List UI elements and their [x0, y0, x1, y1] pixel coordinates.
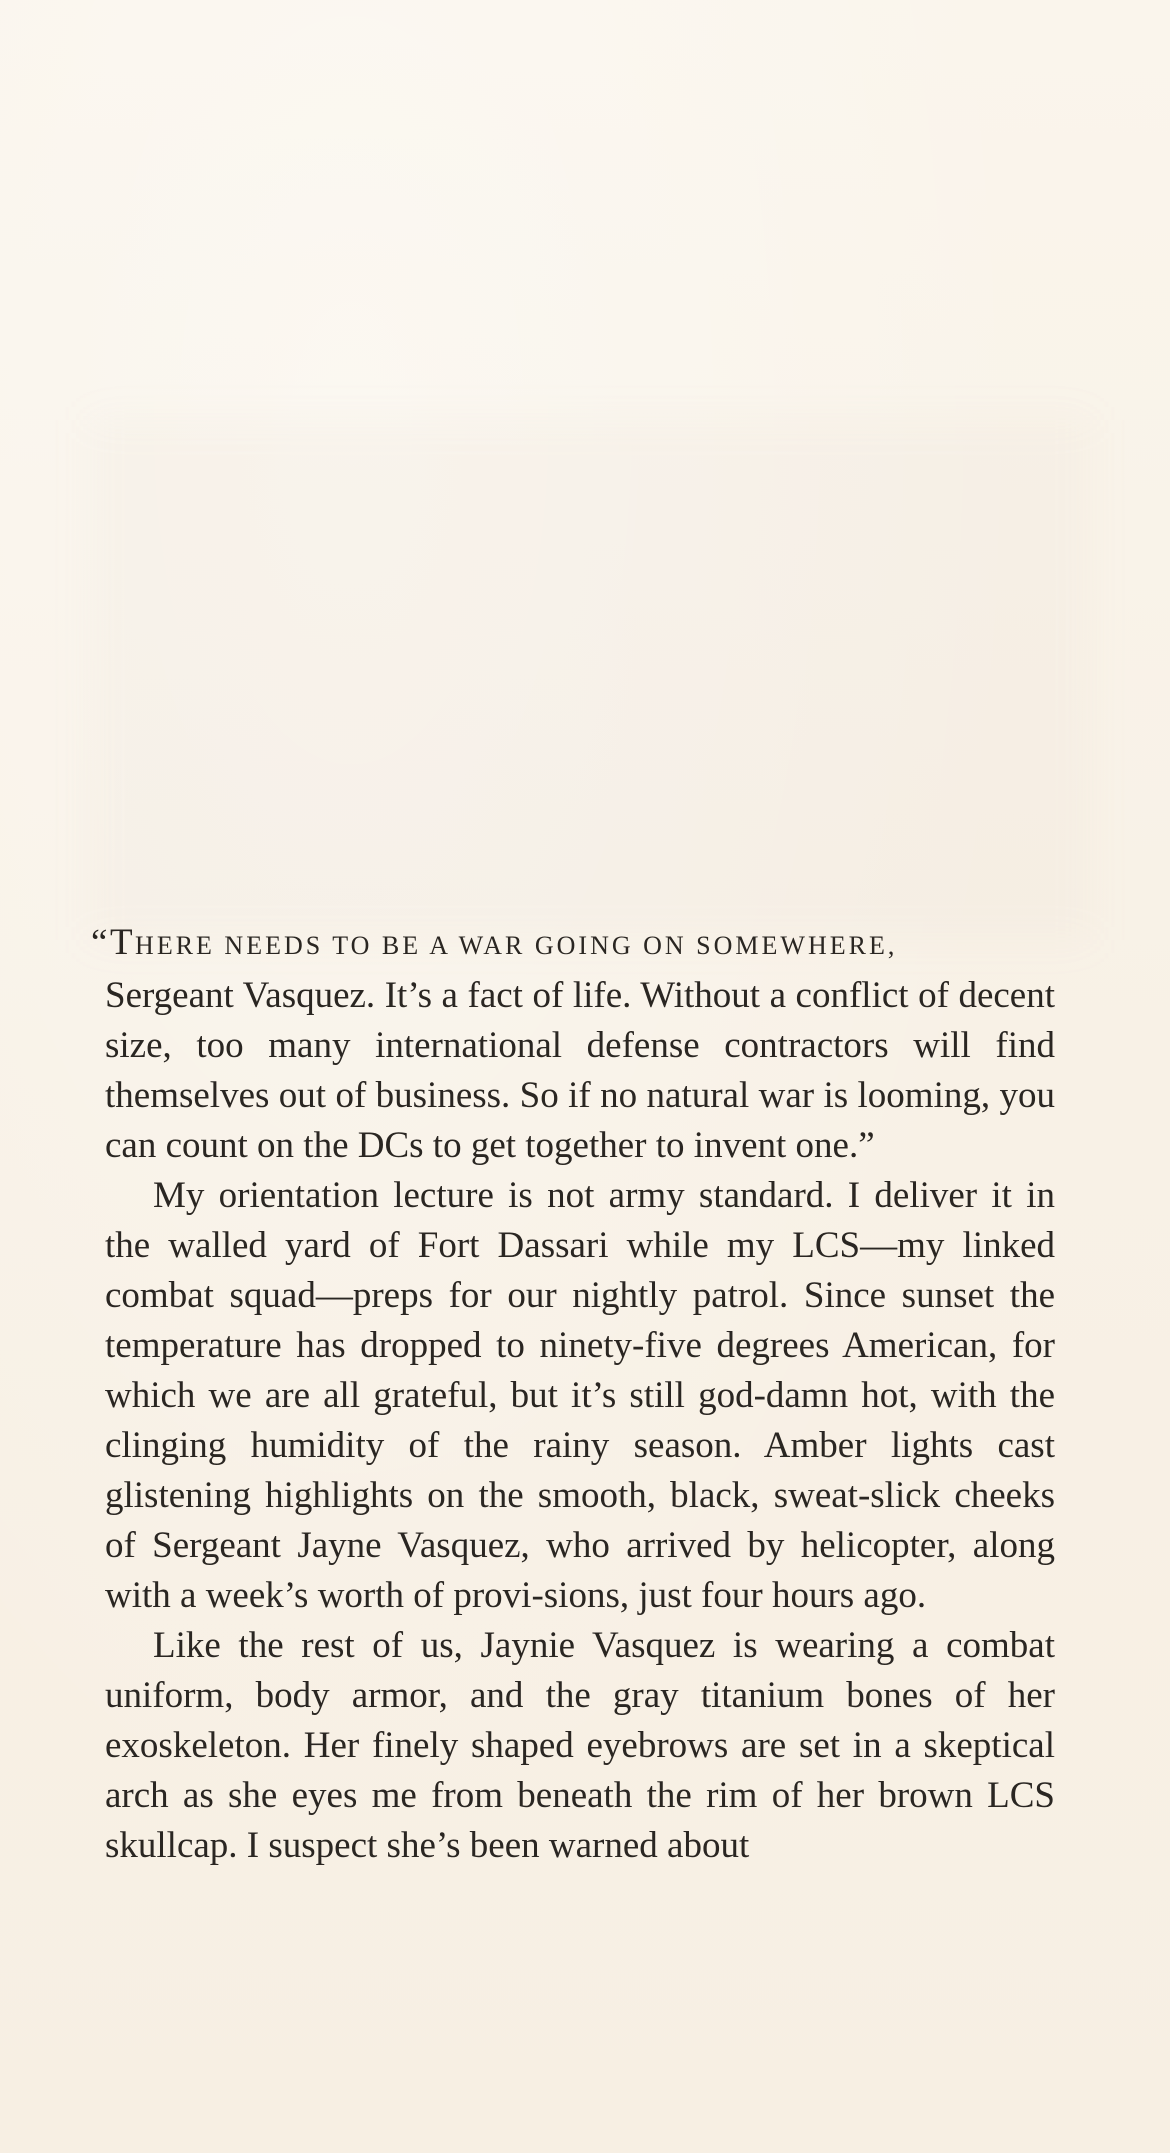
- opening-quote-mark: “: [91, 922, 110, 963]
- opening-line: [91, 918, 1055, 971]
- paragraph-orientation-lecture: My orientation lecture is not army standard. I deliver it in the walled yard of Fort Dassari while my LCS—my linked combat squad—preps for our nightly patrol. Since sunset the temperature has dropped to ninety-five degrees American, for which we are all grateful, but it’s still god-damn hot, with the clinging humidity of the rainy season. Amber lights cast glistening highlights on the smooth, black, sweat-slick cheeks of Sergeant Jayne Vasquez, who arrived by helicopter, along with a week’s worth of provi-sions, just four hours ago.: [105, 1175, 1055, 1616]
- opening-smallcaps: HERE NEEDS TO BE A WAR GOING ON SOMEWHERE,: [135, 931, 898, 960]
- show-through-shadow: [90, 420, 1090, 940]
- opening-initial: T: [109, 922, 136, 963]
- paragraph-vasquez-uniform: Like the rest of us, Jaynie Vasquez is wearing a combat uniform, body armor, and the gray titanium bones of her exoskeleton. Her finely shaped eyebrows are set in a skeptical arch as she eyes me from beneath the rim of her brown LCS skullcap. I suspect she’s been warned about: [105, 1625, 1055, 1866]
- body-text: [91, 918, 1055, 1871]
- paragraph-opening: [91, 918, 1055, 1171]
- paragraph-opening-rest: Sergeant Vasquez. It’s a fact of life. Without a conflict of decent size, too many international defense contractors will find themselves out of business. So if no natural war is looming, you can count on the DCs to get together to invent one.”: [105, 975, 1055, 1166]
